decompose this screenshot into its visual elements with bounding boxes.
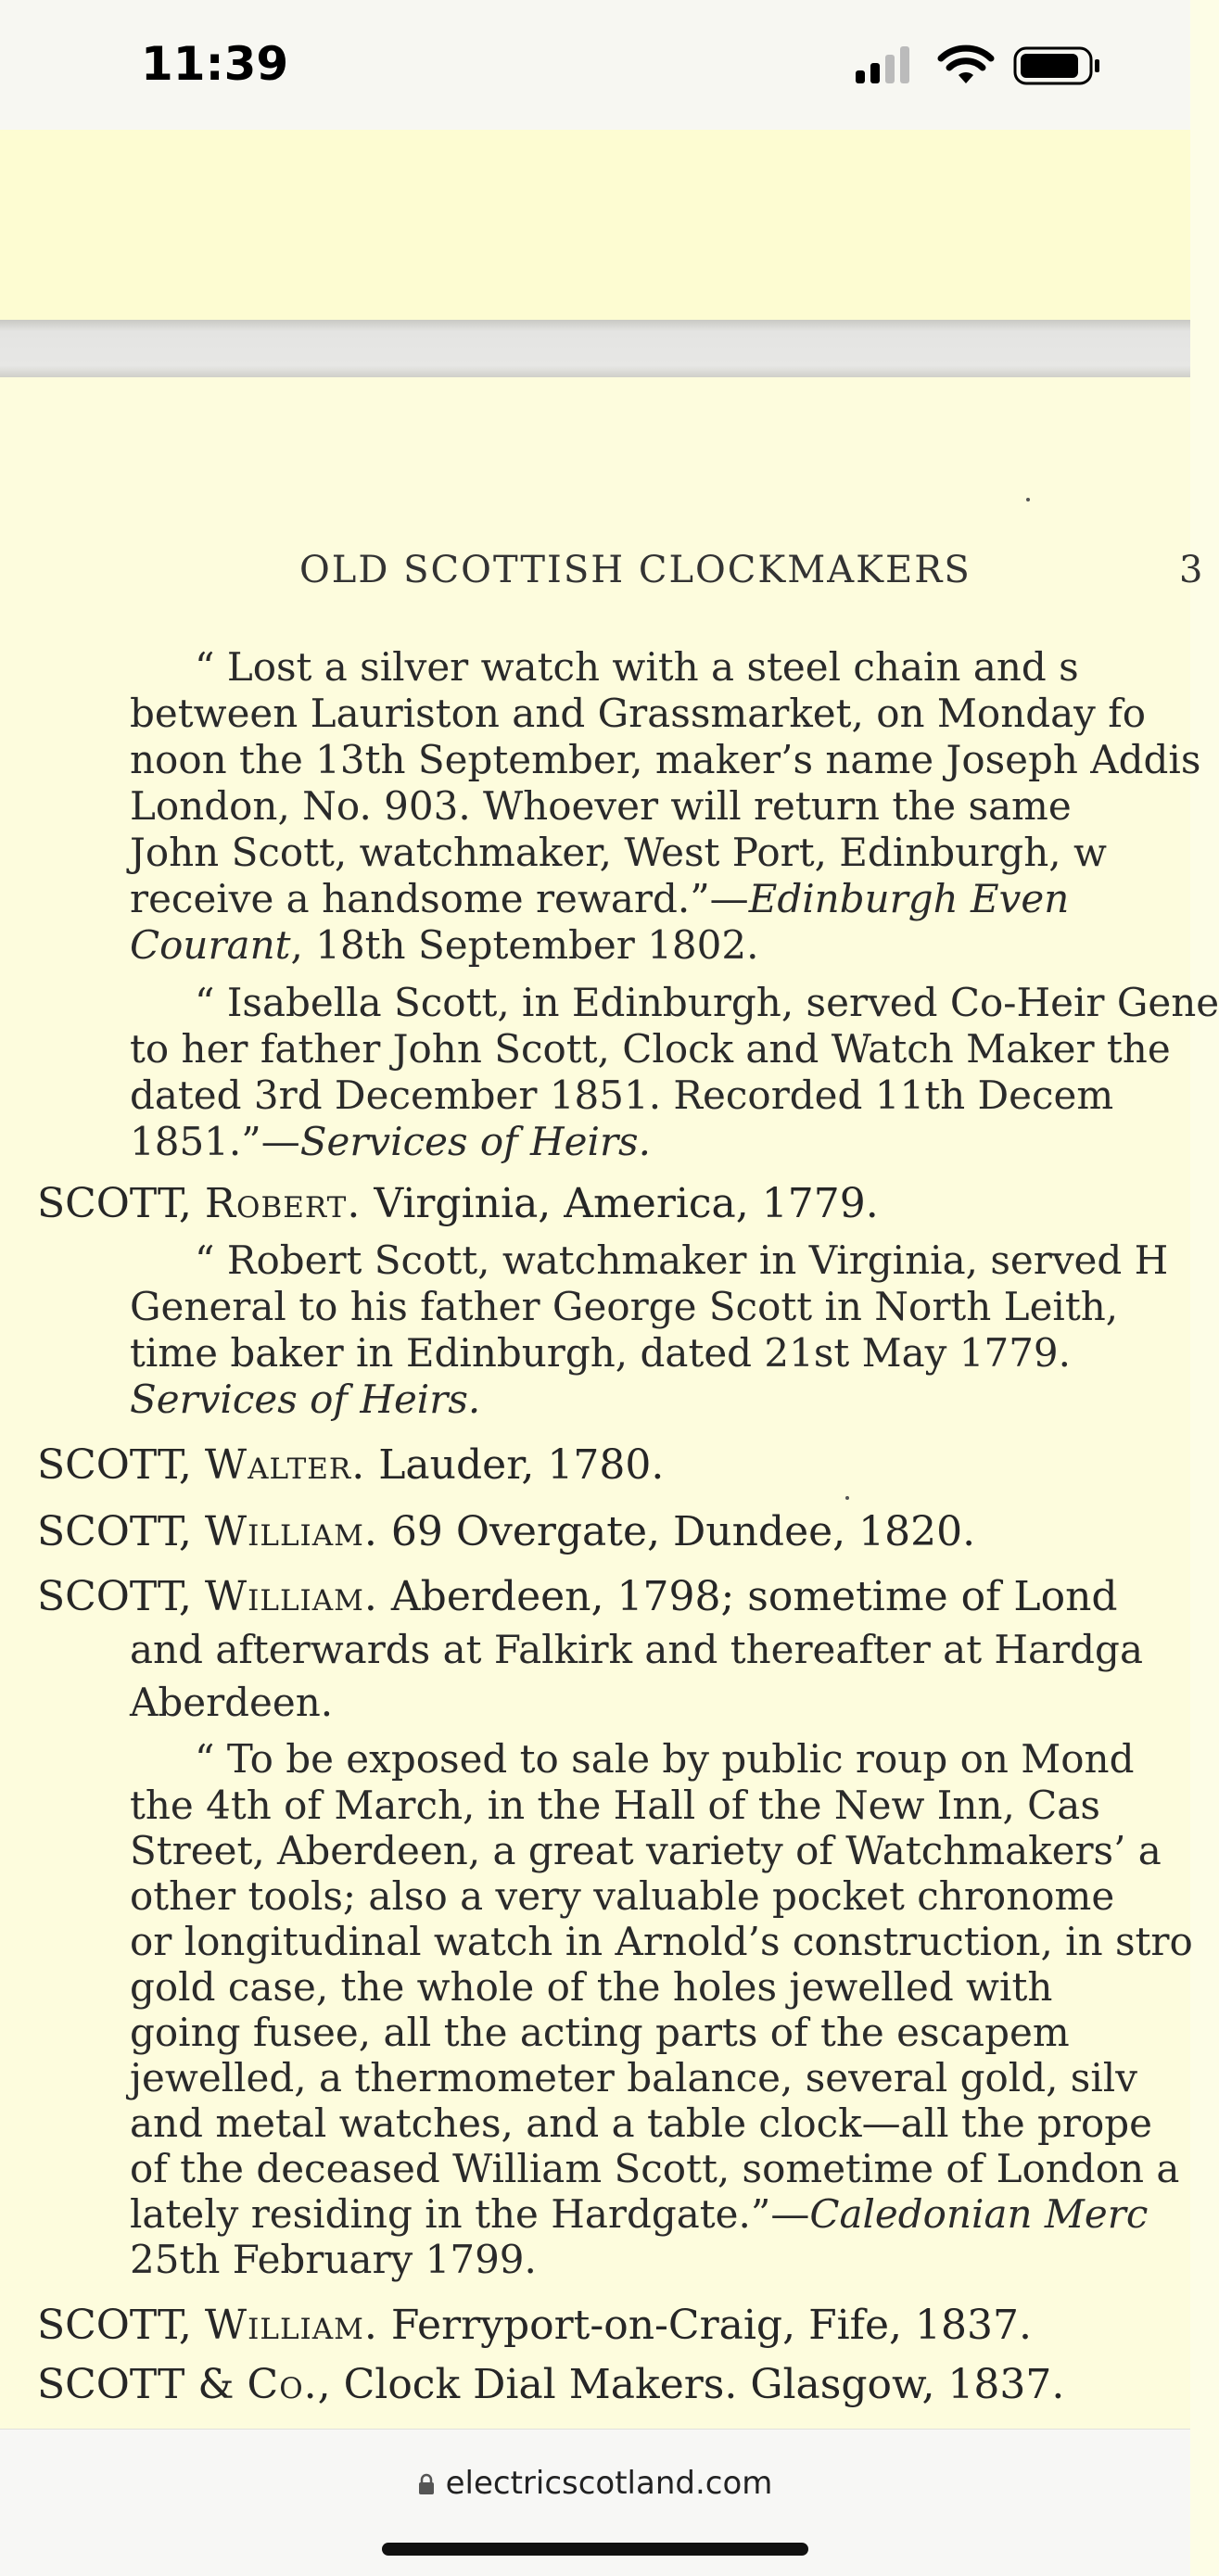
text-line — [130, 1377, 480, 1423]
text-line: between Lauriston and Grassmarket, on Monday fo — [130, 691, 1147, 736]
text-line: 25th February 1799. — [130, 2237, 537, 2282]
page-divider — [0, 320, 1190, 377]
status-time: 11:39 — [141, 37, 289, 91]
entry-heading: SCOTT, William. 69 Overgate, Dundee, 1820. — [37, 1508, 976, 1555]
text-line: other tools; also a very valuable pocket chronome — [130, 1873, 1115, 1919]
scan-speck — [1026, 498, 1030, 501]
home-indicator[interactable] — [382, 2543, 808, 2556]
running-head: OLD SCOTTISH CLOCKMAKERS — [299, 549, 971, 591]
entry-heading: SCOTT, Walter. Lauder, 1780. — [37, 1441, 665, 1489]
text-line: “ Isabella Scott, in Edinburgh, served Co-Heir Gene — [195, 980, 1219, 1025]
text-line: receive a handsome reward.”—Edinburgh Even — [130, 876, 1070, 921]
entry-heading: SCOTT, William. Ferryport-on-Craig, Fife, 1837. — [37, 2302, 1032, 2349]
source-citation: Edinburgh Even — [748, 876, 1070, 921]
source-citation: Courant — [130, 922, 291, 968]
source-citation: Caledonian Merc — [809, 2191, 1149, 2237]
text-line: of the deceased William Scott, sometime of London a — [130, 2146, 1180, 2191]
text-line: dated 3rd December 1851. Recorded 11th Decem — [130, 1072, 1114, 1118]
entry-heading: SCOTT & Co., Clock Dial Makers. Glasgow, 1837. — [37, 2361, 1065, 2408]
text-line: Street, Aberdeen, a great variety of Watchmakers’ a — [130, 1828, 1162, 1873]
previous-page-strip — [0, 130, 1190, 320]
text-line: 1851.”—Services of Heirs. — [130, 1119, 651, 1164]
entry-heading: SCOTT, William. Aberdeen, 1798; sometime of Lond — [37, 1573, 1118, 1620]
text-line: or longitudinal watch in Arnold’s construction, in stro — [130, 1919, 1193, 1964]
url-text: electricscotland.com — [445, 2465, 773, 2502]
text-line: noon the 13th September, maker’s name Joseph Addis — [130, 737, 1201, 782]
text-line: gold case, the whole of the holes jewelled with — [130, 1964, 1053, 2010]
text-line: and metal watches, and a table clock—all the prope — [130, 2100, 1153, 2146]
url-display[interactable] — [0, 2465, 1190, 2502]
text-line: jewelled, a thermometer balance, several gold, silv — [130, 2055, 1137, 2100]
text-line: Aberdeen. — [130, 1680, 334, 1725]
text-line: to her father John Scott, Clock and Watch Maker the — [130, 1026, 1171, 1072]
text-line: and afterwards at Falkirk and thereafter at Hardga — [130, 1627, 1143, 1672]
book-page — [0, 377, 1219, 2429]
battery-icon — [1012, 43, 1105, 89]
wifi-icon — [936, 43, 996, 89]
text-line: General to his father George Scott in North Leith, — [130, 1284, 1119, 1329]
text-line: Courant, 18th September 1802. — [130, 922, 759, 968]
text-line: London, No. 903. Whoever will return the same — [130, 783, 1072, 829]
text-line: lately residing in the Hardgate.”—Caledonian Merc — [130, 2191, 1149, 2237]
text-line: “ To be exposed to sale by public roup on Mond — [195, 1736, 1135, 1782]
text-line: John Scott, watchmaker, West Port, Edinburgh, w — [130, 830, 1107, 875]
lock-icon — [418, 2467, 435, 2487]
text-line: going fusee, all the acting parts of the escapem — [130, 2010, 1070, 2055]
page-number: 3 — [1179, 549, 1203, 591]
text-line: “ Lost a silver watch with a steel chain and s — [195, 644, 1079, 690]
status-bar — [0, 0, 1190, 130]
cellular-signal-icon — [853, 43, 918, 89]
scan-speck — [845, 1496, 849, 1500]
address-bar[interactable] — [0, 2429, 1190, 2576]
text-line: time baker in Edinburgh, dated 21st May 1779. — [130, 1330, 1071, 1376]
source-citation: Services of Heirs. — [299, 1119, 651, 1164]
source-citation: Services of Heirs. — [130, 1377, 481, 1422]
entry-heading: SCOTT, Robert. Virginia, America, 1779. — [37, 1180, 879, 1227]
text-line: the 4th of March, in the Hall of the New Inn, Cas — [130, 1783, 1100, 1828]
text-line: “ Robert Scott, watchmaker in Virginia, served H — [195, 1237, 1169, 1283]
